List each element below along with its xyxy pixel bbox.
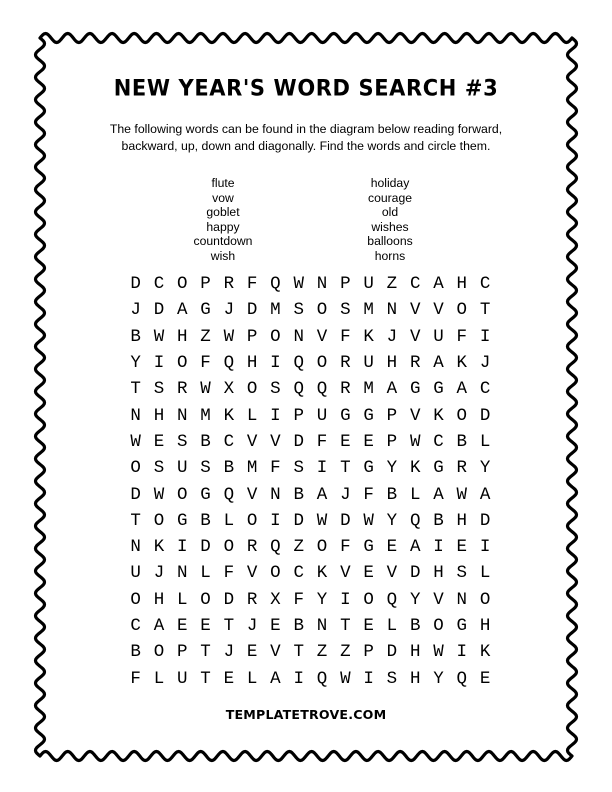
- grid-row: [124, 350, 492, 376]
- grid-letter[interactable]: V: [386, 563, 398, 584]
- grid-row: [124, 639, 492, 665]
- grid-letter[interactable]: F: [456, 326, 468, 347]
- grid-letter[interactable]: O: [270, 326, 281, 347]
- grid-row: [124, 402, 492, 428]
- grid-letter[interactable]: U: [363, 274, 374, 295]
- grid-letter[interactable]: P: [246, 326, 258, 347]
- instructions-text: The following words can be found in the diagram below reading forward, backward, up, down and diagonally. Find the words and circle them.: [109, 122, 503, 153]
- grid-letter[interactable]: D: [293, 510, 304, 531]
- grid-letter[interactable]: H: [409, 668, 421, 689]
- grid-letter[interactable]: L: [246, 668, 258, 689]
- grid-letter[interactable]: W: [223, 326, 235, 347]
- grid-row: [124, 560, 492, 586]
- page-title: NEW YEAR'S WORD SEARCH #3: [113, 75, 499, 101]
- grid-letter[interactable]: X: [223, 379, 235, 400]
- grid-letter[interactable]: I: [293, 668, 304, 689]
- grid-letter[interactable]: K: [409, 458, 421, 479]
- grid-letter[interactable]: H: [456, 274, 468, 295]
- grid-letter[interactable]: A: [270, 668, 281, 689]
- grid-letter[interactable]: M: [246, 458, 258, 479]
- grid-letter[interactable]: U: [316, 405, 328, 426]
- grid-letter[interactable]: H: [456, 510, 468, 531]
- grid-letter[interactable]: J: [223, 642, 235, 663]
- word-list-right: [320, 176, 460, 263]
- grid-letter[interactable]: E: [386, 537, 398, 558]
- grid-letter[interactable]: F: [270, 458, 281, 479]
- grid-letter[interactable]: O: [246, 379, 258, 400]
- grid-letter[interactable]: G: [200, 484, 211, 505]
- grid-letter[interactable]: Z: [200, 326, 211, 347]
- grid-letter[interactable]: D: [246, 300, 258, 321]
- grid-letter[interactable]: G: [200, 300, 211, 321]
- grid-letter[interactable]: V: [433, 589, 444, 610]
- grid-letter[interactable]: G: [363, 458, 374, 479]
- grid-letter[interactable]: Q: [456, 668, 468, 689]
- grid-letter[interactable]: O: [130, 458, 141, 479]
- word-list-item: countdown: [193, 234, 253, 248]
- grid-letter[interactable]: L: [409, 484, 421, 505]
- grid-letter[interactable]: C: [223, 431, 235, 452]
- grid-letter[interactable]: N: [386, 300, 398, 321]
- grid-letter[interactable]: N: [316, 274, 328, 295]
- grid-letter[interactable]: K: [223, 405, 235, 426]
- grid-letter[interactable]: B: [200, 510, 211, 531]
- grid-letter[interactable]: M: [270, 300, 281, 321]
- grid-letter[interactable]: S: [386, 668, 398, 689]
- grid-letter[interactable]: G: [176, 510, 188, 531]
- grid-letter[interactable]: O: [433, 616, 444, 636]
- grid-row: [124, 324, 492, 350]
- grid-letter[interactable]: I: [270, 510, 281, 531]
- grid-letter[interactable]: U: [363, 353, 374, 374]
- grid-letter[interactable]: F: [223, 563, 235, 584]
- grid-letter[interactable]: U: [176, 668, 188, 689]
- grid-letter[interactable]: T: [200, 642, 211, 663]
- grid-letter[interactable]: V: [409, 326, 421, 347]
- grid-letter[interactable]: N: [176, 563, 188, 584]
- grid-letter[interactable]: H: [479, 616, 491, 636]
- grid-row: [124, 429, 492, 455]
- grid-letter[interactable]: Q: [223, 353, 235, 374]
- grid-letter[interactable]: O: [316, 353, 328, 374]
- grid-letter[interactable]: C: [479, 274, 491, 295]
- grid-letter[interactable]: D: [386, 642, 398, 663]
- grid-letter[interactable]: S: [153, 379, 165, 400]
- grid-letter[interactable]: A: [479, 484, 491, 505]
- grid-letter[interactable]: L: [386, 616, 398, 636]
- grid-letter[interactable]: G: [456, 616, 468, 636]
- grid-letter[interactable]: I: [270, 405, 281, 426]
- grid-letter[interactable]: A: [176, 300, 188, 321]
- grid-letter[interactable]: Q: [270, 274, 281, 295]
- grid-letter[interactable]: Y: [433, 668, 444, 689]
- grid-letter[interactable]: O: [153, 642, 165, 663]
- grid-letter[interactable]: E: [363, 431, 374, 452]
- grid-letter[interactable]: Y: [130, 353, 141, 374]
- grid-letter[interactable]: J: [479, 353, 491, 374]
- grid-letter[interactable]: N: [270, 484, 281, 505]
- grid-letter[interactable]: J: [386, 326, 398, 347]
- grid-letter[interactable]: E: [246, 642, 258, 663]
- grid-letter[interactable]: R: [456, 458, 468, 479]
- grid-row: [124, 613, 492, 639]
- grid-letter[interactable]: I: [316, 458, 328, 479]
- grid-letter[interactable]: K: [456, 353, 468, 374]
- grid-letter[interactable]: L: [153, 668, 165, 689]
- grid-letter[interactable]: J: [340, 484, 351, 505]
- grid-letter[interactable]: S: [340, 300, 351, 321]
- grid-letter[interactable]: U: [433, 326, 444, 347]
- grid-letter[interactable]: K: [363, 326, 374, 347]
- grid-letter[interactable]: Q: [386, 589, 398, 610]
- grid-letter[interactable]: D: [153, 300, 165, 321]
- grid-letter[interactable]: N: [176, 405, 188, 426]
- grid-letter[interactable]: L: [223, 510, 235, 531]
- word-list-item: courage: [367, 190, 413, 205]
- grid-letter[interactable]: D: [293, 431, 304, 452]
- grid-letter[interactable]: I: [479, 537, 491, 558]
- grid-letter[interactable]: O: [246, 510, 258, 531]
- grid-letter[interactable]: H: [176, 326, 188, 347]
- grid-letter[interactable]: S: [293, 300, 304, 321]
- grid-letter[interactable]: O: [479, 589, 491, 610]
- grid-letter[interactable]: O: [223, 537, 235, 558]
- grid-letter[interactable]: Z: [316, 642, 328, 663]
- grid-letter[interactable]: O: [176, 484, 188, 505]
- grid-letter[interactable]: R: [223, 274, 235, 295]
- grid-letter[interactable]: C: [130, 616, 141, 636]
- grid-letter[interactable]: O: [316, 537, 328, 558]
- grid-letter[interactable]: Z: [293, 537, 304, 558]
- grid-letter[interactable]: M: [363, 300, 374, 321]
- grid-letter[interactable]: B: [223, 458, 235, 479]
- grid-letter[interactable]: J: [153, 563, 165, 584]
- grid-letter[interactable]: Z: [386, 274, 398, 295]
- grid-letter[interactable]: H: [153, 405, 165, 426]
- grid-letter[interactable]: D: [340, 510, 351, 531]
- word-list-item: flute: [211, 176, 235, 190]
- grid-letter[interactable]: M: [200, 405, 211, 426]
- grid-letter[interactable]: V: [433, 300, 444, 321]
- grid-letter[interactable]: F: [246, 274, 258, 295]
- grid-letter[interactable]: H: [386, 353, 398, 374]
- grid-letter[interactable]: Q: [316, 379, 328, 400]
- grid-letter[interactable]: V: [270, 431, 281, 452]
- grid-letter[interactable]: R: [246, 537, 258, 558]
- grid-letter[interactable]: Y: [386, 458, 398, 479]
- grid-letter[interactable]: G: [433, 379, 444, 400]
- grid-letter[interactable]: L: [479, 431, 491, 452]
- grid-letter[interactable]: O: [130, 589, 141, 610]
- grid-letter[interactable]: C: [479, 379, 491, 400]
- grid-letter[interactable]: P: [386, 405, 398, 426]
- grid-letter[interactable]: C: [409, 274, 421, 295]
- grid-letter[interactable]: A: [433, 484, 444, 505]
- grid-letter[interactable]: H: [153, 589, 165, 610]
- grid-letter[interactable]: U: [176, 458, 188, 479]
- grid-letter[interactable]: V: [246, 563, 258, 584]
- grid-letter[interactable]: J: [223, 300, 235, 321]
- grid-letter[interactable]: E: [456, 537, 468, 558]
- grid-letter[interactable]: N: [456, 589, 468, 610]
- word-list-item: horns: [374, 248, 406, 263]
- grid-letter[interactable]: F: [200, 353, 211, 374]
- grid-letter[interactable]: V: [316, 326, 328, 347]
- grid-letter[interactable]: Q: [293, 379, 304, 400]
- grid-letter[interactable]: A: [386, 379, 398, 400]
- grid-letter[interactable]: K: [153, 537, 165, 558]
- grid-row: [124, 665, 492, 691]
- grid-letter[interactable]: H: [433, 563, 444, 584]
- grid-letter[interactable]: B: [293, 616, 304, 636]
- grid-letter[interactable]: A: [433, 353, 444, 374]
- grid-letter[interactable]: L: [246, 405, 258, 426]
- grid-letter[interactable]: S: [153, 458, 165, 479]
- grid-letter[interactable]: I: [270, 353, 281, 374]
- grid-letter[interactable]: I: [479, 326, 491, 347]
- grid-letter[interactable]: P: [386, 431, 398, 452]
- grid-letter[interactable]: L: [479, 563, 491, 584]
- grid-letter[interactable]: Q: [270, 537, 281, 558]
- grid-letter[interactable]: B: [409, 616, 421, 636]
- word-list-item: happy: [206, 219, 240, 234]
- grid-letter[interactable]: I: [363, 668, 374, 689]
- grid-letter[interactable]: B: [130, 326, 141, 347]
- grid-letter[interactable]: N: [293, 326, 304, 347]
- grid-letter[interactable]: V: [340, 563, 351, 584]
- grid-letter[interactable]: T: [340, 616, 351, 636]
- grid-row: [124, 587, 492, 613]
- grid-letter[interactable]: F: [130, 668, 141, 689]
- grid-letter[interactable]: T: [130, 379, 141, 400]
- grid-letter[interactable]: G: [433, 458, 444, 479]
- grid-letter[interactable]: R: [176, 379, 188, 400]
- grid-letter[interactable]: W: [409, 431, 421, 452]
- grid-letter[interactable]: W: [293, 274, 304, 295]
- grid-letter[interactable]: E: [340, 431, 351, 452]
- grid-letter[interactable]: A: [433, 274, 444, 295]
- grid-letter[interactable]: I: [456, 642, 468, 663]
- grid-letter[interactable]: I: [176, 537, 188, 558]
- grid-letter[interactable]: V: [409, 405, 421, 426]
- grid-row: [124, 508, 492, 534]
- grid-letter[interactable]: E: [223, 668, 235, 689]
- grid-letter[interactable]: Q: [293, 353, 304, 374]
- grid-letter[interactable]: V: [270, 642, 281, 663]
- grid-letter[interactable]: C: [293, 563, 304, 584]
- grid-letter[interactable]: S: [293, 458, 304, 479]
- grid-letter[interactable]: T: [340, 458, 351, 479]
- grid-letter[interactable]: B: [293, 484, 304, 505]
- grid-letter[interactable]: E: [363, 563, 374, 584]
- grid-letter[interactable]: T: [293, 642, 304, 663]
- grid-letter[interactable]: W: [363, 510, 374, 531]
- word-list-left: [153, 176, 293, 263]
- grid-letter[interactable]: O: [456, 405, 468, 426]
- grid-letter[interactable]: P: [176, 642, 188, 663]
- grid-letter[interactable]: P: [293, 405, 304, 426]
- grid-letter[interactable]: F: [363, 484, 374, 505]
- grid-letter[interactable]: S: [456, 563, 468, 584]
- grid-letter[interactable]: K: [479, 642, 491, 663]
- grid-row: [124, 481, 492, 507]
- grid-letter[interactable]: E: [479, 668, 491, 689]
- grid-letter[interactable]: H: [409, 642, 421, 663]
- grid-letter[interactable]: T: [479, 300, 491, 321]
- grid-row: [124, 271, 492, 297]
- grid-letter[interactable]: O: [176, 353, 188, 374]
- grid-letter[interactable]: P: [340, 274, 351, 295]
- grid-letter[interactable]: K: [433, 405, 444, 426]
- grid-letter[interactable]: A: [456, 379, 468, 400]
- grid-letter[interactable]: B: [200, 431, 211, 452]
- grid-letter[interactable]: L: [176, 589, 188, 610]
- grid-letter[interactable]: W: [340, 668, 351, 689]
- grid-letter[interactable]: N: [130, 537, 141, 558]
- grid-letter[interactable]: S: [176, 431, 188, 452]
- grid-letter[interactable]: A: [409, 537, 421, 558]
- grid-letter[interactable]: G: [340, 405, 351, 426]
- grid-letter[interactable]: M: [363, 379, 374, 400]
- grid-letter[interactable]: R: [340, 353, 351, 374]
- grid-letter[interactable]: O: [270, 563, 281, 584]
- grid-row: [124, 376, 492, 402]
- grid-letter[interactable]: D: [200, 537, 211, 558]
- grid-letter[interactable]: Q: [409, 510, 421, 531]
- grid-letter[interactable]: T: [130, 510, 141, 531]
- grid-letter[interactable]: Y: [479, 458, 491, 479]
- word-list-item: old: [381, 205, 399, 219]
- grid-letter[interactable]: O: [176, 274, 188, 295]
- grid-letter[interactable]: E: [200, 616, 211, 636]
- grid-letter[interactable]: E: [363, 616, 374, 636]
- grid-row: [124, 534, 492, 560]
- grid-letter[interactable]: Q: [316, 668, 328, 689]
- grid-letter[interactable]: F: [293, 589, 304, 610]
- grid-row: [124, 455, 492, 481]
- word-list-item: balloons: [367, 234, 413, 248]
- grid-letter[interactable]: Z: [340, 642, 351, 663]
- grid-letter[interactable]: P: [363, 642, 374, 663]
- grid-letter[interactable]: O: [456, 300, 468, 321]
- grid-letter[interactable]: Y: [386, 510, 398, 531]
- grid-letter[interactable]: W: [153, 484, 165, 505]
- grid-letter[interactable]: D: [409, 563, 421, 584]
- grid-letter[interactable]: D: [479, 510, 491, 531]
- word-list-item: vow: [212, 190, 234, 205]
- grid-letter[interactable]: C: [433, 431, 444, 452]
- grid-letter[interactable]: E: [270, 616, 281, 636]
- grid-letter[interactable]: R: [246, 589, 258, 610]
- grid-letter[interactable]: G: [363, 405, 374, 426]
- grid-letter[interactable]: T: [200, 668, 211, 689]
- footer-site-name: TEMPLATETROVE.COM: [225, 707, 387, 722]
- grid-letter[interactable]: I: [340, 589, 351, 610]
- grid-letter[interactable]: E: [153, 431, 165, 452]
- grid-letter[interactable]: X: [270, 589, 281, 610]
- grid-letter[interactable]: W: [433, 642, 444, 663]
- grid-letter[interactable]: V: [246, 431, 258, 452]
- grid-letter[interactable]: B: [386, 484, 398, 505]
- grid-letter[interactable]: G: [409, 379, 421, 400]
- grid-letter[interactable]: L: [200, 563, 211, 584]
- grid-letter[interactable]: U: [130, 563, 141, 584]
- grid-letter[interactable]: D: [130, 274, 141, 295]
- grid-letter[interactable]: N: [130, 405, 141, 426]
- grid-letter[interactable]: A: [316, 484, 328, 505]
- grid-letter[interactable]: N: [316, 616, 328, 636]
- grid-letter[interactable]: A: [153, 616, 165, 636]
- grid-letter[interactable]: I: [433, 537, 444, 558]
- grid-letter[interactable]: J: [130, 300, 141, 321]
- grid-letter[interactable]: F: [340, 326, 351, 347]
- grid-letter[interactable]: G: [363, 537, 374, 558]
- grid-letter[interactable]: Y: [316, 589, 328, 610]
- grid-letter[interactable]: K: [316, 563, 328, 584]
- word-list-item: holiday: [370, 176, 410, 190]
- word-list-item: goblet: [206, 205, 240, 219]
- grid-letter[interactable]: D: [479, 405, 491, 426]
- word-list-item: wish: [210, 248, 236, 263]
- grid-letter[interactable]: B: [433, 510, 444, 531]
- grid-row: [124, 297, 492, 323]
- grid-letter[interactable]: O: [153, 510, 165, 531]
- grid-letter[interactable]: R: [409, 353, 421, 374]
- grid-letter[interactable]: O: [316, 300, 328, 321]
- grid-letter[interactable]: I: [153, 353, 165, 374]
- grid-letter[interactable]: H: [246, 353, 258, 374]
- grid-letter[interactable]: B: [456, 431, 468, 452]
- grid-letter[interactable]: P: [200, 274, 211, 295]
- grid-letter[interactable]: O: [363, 589, 374, 610]
- grid-letter[interactable]: Y: [409, 589, 421, 610]
- grid-letter[interactable]: F: [316, 431, 328, 452]
- grid-letter[interactable]: S: [200, 458, 211, 479]
- grid-letter[interactable]: S: [270, 379, 281, 400]
- grid-letter[interactable]: W: [130, 431, 141, 452]
- grid-letter[interactable]: C: [153, 274, 165, 295]
- grid-letter[interactable]: F: [340, 537, 351, 558]
- grid-letter[interactable]: D: [223, 589, 235, 610]
- grid-letter[interactable]: W: [153, 326, 165, 347]
- grid-letter[interactable]: E: [176, 616, 188, 636]
- grid-letter[interactable]: W: [456, 484, 468, 505]
- grid-letter[interactable]: O: [200, 589, 211, 610]
- letter-grid: [124, 271, 492, 692]
- grid-letter[interactable]: W: [200, 379, 211, 400]
- grid-letter[interactable]: B: [130, 642, 141, 663]
- grid-letter[interactable]: T: [223, 616, 235, 636]
- grid-letter[interactable]: W: [316, 510, 328, 531]
- grid-letter[interactable]: R: [340, 379, 351, 400]
- grid-letter[interactable]: V: [409, 300, 421, 321]
- grid-letter[interactable]: Q: [223, 484, 235, 505]
- grid-letter[interactable]: V: [246, 484, 258, 505]
- word-list-item: wishes: [371, 219, 409, 234]
- grid-letter[interactable]: D: [130, 484, 141, 505]
- grid-letter[interactable]: J: [246, 616, 258, 636]
